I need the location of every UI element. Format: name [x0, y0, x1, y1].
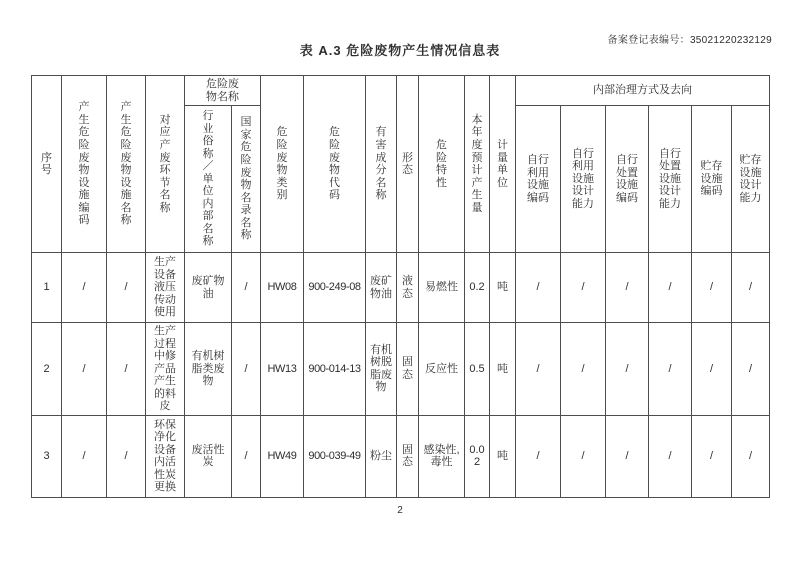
registration-number: 35021220232129 [689, 35, 772, 46]
header-group-internal-treatment [516, 76, 770, 106]
header-facility-code [62, 76, 107, 253]
cell-storage-code: / [692, 323, 732, 416]
header-national-list-name [232, 106, 261, 253]
cell-amount: 0.02 [465, 415, 490, 497]
header-group-waste-name [185, 76, 261, 106]
header-label: 危险废物名称 [206, 78, 239, 103]
hazardous-waste-table [31, 75, 770, 498]
header-label: 本年度预计产生量 [471, 113, 483, 214]
header-label: 国家危险废物名录名称 [240, 116, 252, 242]
cell-industry-alias: 有机树脂类废物 [185, 323, 232, 416]
cell-amount: 0.2 [465, 253, 490, 323]
cell-waste-category: HW49 [261, 415, 304, 497]
header-label: 有害成分名称 [375, 126, 387, 202]
header-facility-name [107, 76, 146, 253]
header-label: 危险废物代码 [328, 126, 340, 202]
cell-national-list-name: / [232, 253, 261, 323]
cell-storage-capacity: / [732, 253, 770, 323]
header-process-name [146, 76, 185, 253]
cell-self-disposal-code: / [606, 253, 649, 323]
cell-seq: 1 [32, 253, 62, 323]
header-label: 自行处置设施设计能力 [659, 147, 681, 210]
cell-self-disposal-capacity: / [649, 253, 692, 323]
cell-unit: 吨 [490, 253, 516, 323]
cell-industry-alias: 废活性炭 [185, 415, 232, 497]
header-self-use-code [516, 106, 561, 253]
cell-storage-code: / [692, 415, 732, 497]
cell-self-use-capacity: / [561, 323, 606, 416]
cell-self-use-code: / [516, 323, 561, 416]
cell-hazard-property: 反应性 [419, 323, 465, 416]
cell-self-use-code: / [516, 415, 561, 497]
cell-national-list-name: / [232, 323, 261, 416]
cell-unit: 吨 [490, 415, 516, 497]
cell-self-use-capacity: / [561, 415, 606, 497]
header-label: 产生危险废物设施编码 [78, 101, 90, 227]
header-label: 形态 [401, 151, 413, 177]
cell-facility-name: / [107, 323, 146, 416]
cell-facility-code: / [62, 253, 107, 323]
cell-self-disposal-capacity: / [649, 323, 692, 416]
header-label: 行业俗称／单位内部名称 [202, 110, 214, 248]
header-label: 自行处置设施编码 [616, 154, 638, 204]
registration-label: 备案登记表编号： [607, 35, 690, 46]
header-label: 危险废物类别 [276, 126, 288, 202]
header-label: 对应产废环节名称 [159, 113, 171, 214]
header-industry-alias [185, 106, 232, 253]
cell-waste-code: 900-249-08 [304, 253, 366, 323]
header-label: 内部治理方式及去向 [593, 84, 693, 97]
page-title: 表 A.3 危险废物产生情况信息表 [299, 43, 501, 58]
header-hazard-property [419, 76, 465, 253]
cell-amount: 0.5 [465, 323, 490, 416]
cell-facility-name: / [107, 415, 146, 497]
header-unit [490, 76, 516, 253]
cell-harmful-component: 粉尘 [366, 415, 397, 497]
header-row-groups [32, 76, 770, 106]
header-form [397, 76, 419, 253]
header-label: 序号 [40, 151, 52, 177]
header-label: 危险特性 [435, 138, 447, 189]
header-seq [32, 76, 62, 253]
cell-seq: 2 [32, 323, 62, 416]
table-row [32, 253, 770, 323]
cell-form: 固态 [397, 323, 419, 416]
header-label: 计量单位 [496, 138, 508, 189]
cell-storage-capacity: / [732, 415, 770, 497]
cell-national-list-name: / [232, 415, 261, 497]
cell-process-name: 生产过程中修产品产生的料皮 [146, 323, 185, 416]
header-label: 自行利用设施设计能力 [572, 147, 594, 210]
cell-harmful-component: 废矿物油 [366, 253, 397, 323]
cell-self-disposal-code: / [606, 415, 649, 497]
cell-unit: 吨 [490, 323, 516, 416]
cell-form: 液态 [397, 253, 419, 323]
header-label: 贮存设施设计能力 [739, 154, 762, 204]
header-label: 自行利用设施编码 [527, 154, 549, 204]
cell-storage-code: / [692, 253, 732, 323]
cell-facility-code: / [62, 415, 107, 497]
cell-self-disposal-capacity: / [649, 415, 692, 497]
header-waste-category [261, 76, 304, 253]
cell-hazard-property: 易燃性 [419, 253, 465, 323]
header-self-disposal-code [606, 106, 649, 253]
cell-waste-category: HW13 [261, 323, 304, 416]
cell-facility-code: / [62, 323, 107, 416]
cell-facility-name: / [107, 253, 146, 323]
cell-seq: 3 [32, 415, 62, 497]
cell-waste-code: 900-039-49 [304, 415, 366, 497]
cell-harmful-component: 有机树脱脂废物 [366, 323, 397, 416]
cell-hazard-property: 感染性,毒性 [419, 415, 465, 497]
header-storage-code [692, 106, 732, 253]
cell-self-use-code: / [516, 253, 561, 323]
cell-self-disposal-code: / [606, 323, 649, 416]
cell-process-name: 环保净化设备内活性炭更换 [146, 415, 185, 497]
header-harmful-component [366, 76, 397, 253]
cell-storage-capacity: / [732, 323, 770, 416]
header-annual-expected-amount [465, 76, 490, 253]
header-self-disposal-capacity [649, 106, 692, 253]
cell-form: 固态 [397, 415, 419, 497]
header-self-use-capacity [561, 106, 606, 253]
cell-process-name: 生产设备液压传动使用 [146, 253, 185, 323]
header-label: 贮存设施编码 [700, 160, 723, 198]
page-number: 2 [397, 505, 403, 516]
table-row [32, 415, 770, 497]
header-waste-code [304, 76, 366, 253]
header-storage-capacity [732, 106, 770, 253]
cell-industry-alias: 废矿物油 [185, 253, 232, 323]
cell-waste-code: 900-014-13 [304, 323, 366, 416]
table-row [32, 323, 770, 416]
header-label: 产生危险废物设施名称 [120, 101, 132, 227]
cell-self-use-capacity: / [561, 253, 606, 323]
cell-waste-category: HW08 [261, 253, 304, 323]
